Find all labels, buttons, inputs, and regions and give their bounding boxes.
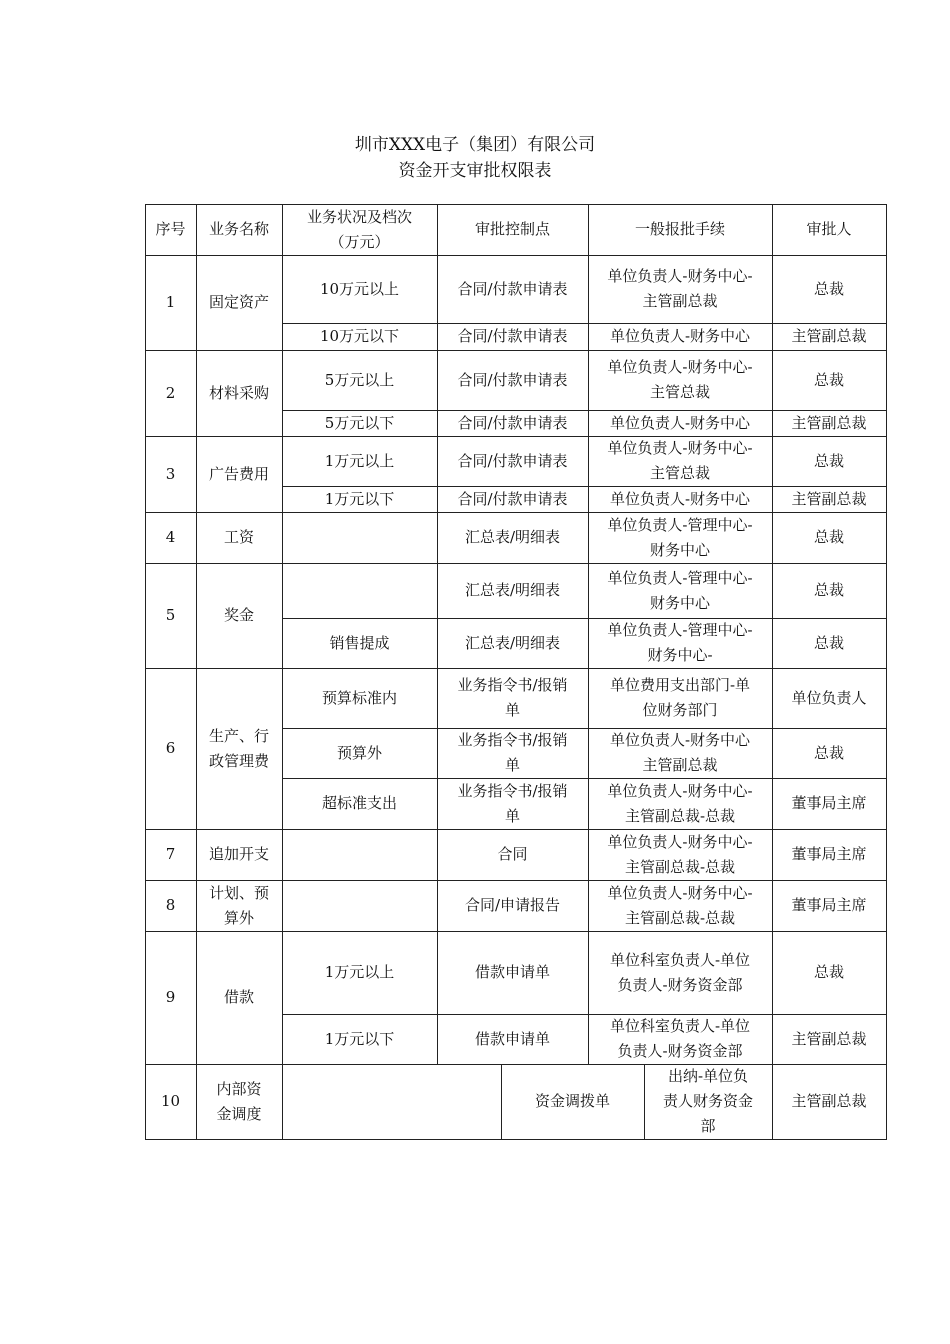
control-point-cell: 合同/申请报告 — [464, 896, 561, 914]
header-control: 审批控制点 — [474, 220, 550, 238]
procedure-cell: 单位科室负责人-单位 负责人-财务资金部 — [609, 1017, 751, 1060]
row-number: 2 — [165, 383, 176, 402]
procedure-cell: 单位负责人-管理中心- 财务中心 — [607, 515, 753, 559]
row-number: 6 — [165, 739, 176, 757]
document-title: 圳市XXX电子（集团）有限公司 — [354, 135, 596, 155]
table-rule — [145, 436, 887, 437]
procedure-cell: 单位负责人-财务中心- 主管总裁 — [607, 439, 753, 482]
business-name: 固定资产 — [208, 293, 269, 311]
table-rule — [145, 204, 887, 205]
procedure-cell: 单位负责人-管理中心- 财务中心- — [607, 621, 753, 664]
business-name: 材料采购 — [208, 383, 269, 402]
business-name: 追加开支 — [208, 845, 269, 863]
control-point-cell: 汇总表/明细表 — [464, 528, 561, 546]
level-cell: 1万元以下 — [324, 1029, 395, 1048]
table-rule — [588, 204, 589, 1065]
table-rule — [145, 880, 887, 881]
level-cell: 10万元以上 — [319, 279, 400, 298]
approver-cell: 总裁 — [813, 370, 844, 389]
header-procedure: 一般报批手续 — [634, 220, 725, 238]
approver-cell: 董事局主席 — [791, 845, 867, 863]
approver-cell: 主管副总裁 — [791, 489, 867, 508]
procedure-cell: 出纳-单位负 责人财务资金 部 — [662, 1067, 753, 1135]
procedure-cell: 单位费用支出部门-单 位财务部门 — [609, 676, 751, 719]
approver-cell: 总裁 — [813, 581, 844, 599]
business-name: 生产、行 政管理费 — [208, 726, 269, 770]
approver-cell: 单位负责人 — [791, 688, 867, 707]
table-rule — [282, 323, 887, 324]
approver-cell: 董事局主席 — [791, 896, 867, 914]
control-point-cell: 业务指令书/报销 单 — [457, 676, 568, 719]
control-point-cell: 合同/付款申请表 — [457, 279, 568, 298]
approver-cell: 总裁 — [813, 528, 844, 546]
header-level: 业务状况及档次 （万元） — [306, 207, 412, 251]
level-cell: 预算标准内 — [321, 688, 397, 707]
procedure-cell: 单位负责人-财务中心 — [609, 413, 751, 432]
table-rule — [145, 563, 887, 564]
control-point-cell: 合同/付款申请表 — [457, 370, 568, 389]
approver-cell: 主管副总裁 — [791, 1029, 867, 1048]
procedure-cell: 单位负责人-财务中心- 主管总裁 — [607, 358, 753, 401]
approver-cell: 总裁 — [813, 451, 844, 470]
row-number: 9 — [165, 988, 176, 1006]
table-rule — [886, 1064, 887, 1140]
table-rule — [145, 255, 887, 256]
table-rule — [145, 1139, 887, 1140]
level-cell: 1万元以下 — [324, 489, 395, 508]
business-name: 奖金 — [223, 606, 254, 624]
table-rule — [196, 204, 197, 1065]
level-cell: 5万元以上 — [324, 370, 395, 389]
level-cell: 销售提成 — [329, 633, 390, 652]
row-number: 1 — [165, 293, 176, 311]
row-number: 8 — [165, 896, 176, 914]
table-rule — [145, 829, 887, 830]
table-rule — [145, 668, 887, 669]
procedure-cell: 单位负责人-财务中心- 主管副总裁-总裁 — [607, 883, 753, 927]
procedure-cell: 单位负责人-财务中心 — [609, 327, 751, 345]
table-rule — [772, 204, 773, 1065]
row-number: 4 — [165, 528, 176, 546]
table-rule — [145, 350, 887, 351]
table-rule — [145, 512, 887, 513]
business-name: 内部资 金调度 — [216, 1079, 262, 1123]
row-number: 7 — [165, 845, 176, 863]
row-number: 10 — [160, 1092, 181, 1110]
approver-cell: 总裁 — [813, 743, 844, 762]
approver-cell: 总裁 — [813, 633, 844, 652]
procedure-cell: 单位负责人-财务中心 — [609, 489, 751, 508]
control-point-cell: 合同 — [497, 845, 528, 863]
row-number: 5 — [165, 606, 176, 624]
procedure-cell: 单位科室负责人-单位 负责人-财务资金部 — [609, 950, 751, 994]
approver-cell: 主管副总裁 — [791, 413, 867, 432]
business-name: 计划、预 算外 — [208, 883, 269, 927]
control-point-cell: 合同/付款申请表 — [457, 451, 568, 470]
control-point-cell: 汇总表/明细表 — [464, 581, 561, 599]
level-cell: 1万元以上 — [324, 451, 395, 470]
control-point-cell: 合同/付款申请表 — [457, 327, 568, 345]
control-point-cell: 合同/付款申请表 — [457, 413, 568, 432]
level-cell: 10万元以下 — [319, 327, 400, 345]
approver-cell: 主管副总裁 — [791, 1092, 867, 1110]
level-cell: 超标准支出 — [321, 794, 397, 812]
header-approver: 审批人 — [806, 220, 852, 238]
table-rule — [282, 778, 887, 779]
table-rule — [437, 204, 438, 1065]
control-point-cell: 资金调拨单 — [534, 1092, 610, 1110]
control-point-cell: 借款申请单 — [474, 963, 550, 981]
approver-cell: 主管副总裁 — [791, 327, 867, 345]
table-rule — [282, 486, 887, 487]
procedure-cell: 单位负责人-财务中心- 主管副总裁-总裁 — [607, 832, 753, 876]
control-point-cell: 借款申请单 — [474, 1029, 550, 1048]
approver-cell: 总裁 — [813, 279, 844, 298]
document-subtitle: 资金开支审批权限表 — [398, 161, 552, 181]
table-rule — [282, 1014, 887, 1015]
level-cell: 预算外 — [336, 743, 382, 762]
table-rule — [282, 204, 283, 1065]
procedure-cell: 单位负责人-财务中心- 主管副总裁-总裁 — [607, 781, 753, 825]
procedure-cell: 单位负责人-财务中心 主管副总裁 — [609, 731, 751, 774]
approver-cell: 董事局主席 — [791, 794, 867, 812]
table-rule — [282, 728, 887, 729]
control-point-cell: 业务指令书/报销 单 — [457, 731, 568, 774]
level-cell: 1万元以上 — [324, 963, 395, 981]
level-cell: 5万元以下 — [324, 413, 395, 432]
approver-cell: 总裁 — [813, 963, 844, 981]
business-name: 广告费用 — [208, 464, 269, 483]
business-name: 借款 — [223, 988, 254, 1006]
procedure-cell: 单位负责人-管理中心- 财务中心 — [607, 568, 753, 612]
table-rule — [282, 410, 887, 411]
table-rule — [145, 204, 146, 1065]
header-business: 业务名称 — [208, 220, 269, 238]
table-rule — [886, 204, 887, 1065]
procedure-cell: 单位负责人-财务中心- 主管副总裁 — [607, 267, 753, 310]
row-number: 3 — [165, 464, 176, 483]
business-name: 工资 — [223, 528, 254, 546]
control-point-cell: 汇总表/明细表 — [464, 633, 561, 652]
table-rule — [282, 618, 887, 619]
header-seq: 序号 — [155, 220, 186, 238]
table-rule — [145, 931, 887, 932]
table-rule — [282, 1064, 283, 1140]
control-point-cell: 业务指令书/报销 单 — [457, 781, 568, 825]
control-point-cell: 合同/付款申请表 — [457, 489, 568, 508]
